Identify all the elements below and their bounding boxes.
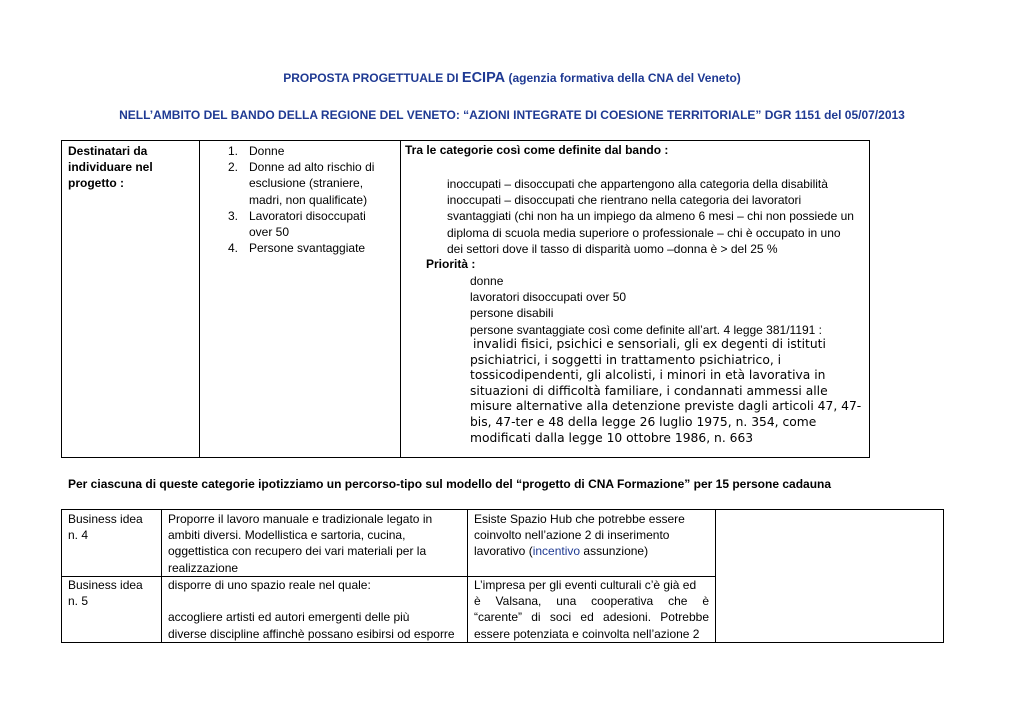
document-subtitle: NELL’AMBITO DEL BANDO DELLA REGIONE DEL VENETO: “AZIONI INTEGRATE DI COESIONE TERRITORIALE” DGR 1151 del 05/07/2013 [119, 108, 905, 122]
business-idea-label: Business idea n. 5 [68, 578, 143, 609]
list-item: 3. Lavoratori disoccupati over 50 [228, 208, 366, 240]
business-idea-description: disporre di uno spazio reale nel quale: accogliere artisti ed autori emergenti delle più diverse discipline affinchè possano esibirsi od esporre [168, 578, 455, 641]
business-idea-note: Esiste Spazio Hub che potrebbe essere coinvolto nell’azione 2 di inserimento lavorativo (incentivo assunzione) [474, 512, 685, 559]
recipients-label-cell [62, 141, 200, 457]
recipients-table [61, 140, 870, 458]
intro-paragraph: Per ciascuna di queste categorie ipotizziamo un percorso-tipo sul modello del “progetto di CNA Formazione” per 15 persone cadauna [68, 477, 832, 491]
categories-list: inoccupati – disoccupati che appartengono alla categoria della disabilità inoccupati – disoccupati che rientrano nella categoria dei lavoratori svantaggiati (chi non ha un impiego da almeno 6 mesi – chi non possiede un diploma di scuola media superiore o professionale – chi è occupato in uno dei settori dove il tasso di disparità uomo –donna è > del 25 % [447, 177, 854, 256]
recipients-numbered-list [222, 143, 387, 256]
priority-label: Priorità : [426, 257, 476, 271]
business-idea-label: Business idea n. 4 [68, 512, 143, 543]
priority-list: donne lavoratori disoccupati over 50 persone disabili persone svantaggiate così come definite all’art. 4 legge 381/1191 : [470, 274, 823, 337]
categories-cell [401, 141, 869, 457]
recipients-list-cell [200, 141, 401, 457]
categories-header: Tra le categorie così come definite dal bando : [405, 143, 669, 157]
business-idea-note: L’impresa per gli eventi culturali c’è già ed è Valsana, una cooperativa che è “carente” di soci ed adesioni. Potrebbe essere potenziata e coinvolta nell’azione 2 [474, 578, 709, 641]
list-item: 4. Persone svantaggiate [228, 241, 366, 256]
document-title: PROPOSTA PROGETTUALE DI ECIPA (agenzia formativa della CNA del Veneto) [283, 70, 741, 86]
business-ideas-table [61, 509, 944, 643]
legal-definition: invalidi fisici, psichici e sensoriali, gli ex degenti di istituti psichiatrici, i soggetti in trattamento psichiatrico, i tossicodipendenti, gli alcolisti, i minori in età lavorativa in situazioni di difficoltà familiare, i condannati ammessi alle misure alternative alla detenzione previste dagli articoli 47, 47- bis, 47-ter e 48 della legge 26 luglio 1975, n. 354, come modificati dalla legge 10 ottobre 1986, n. 663 [470, 337, 862, 445]
business-idea-description: Proporre il lavoro manuale e tradizionale legato in ambiti diversi. Modellistica e sartoria, cucina, oggettistica con recupero dei vari materiali per la realizzazione [168, 512, 433, 575]
ecipa-name: ECIPA [461, 70, 506, 86]
list-item: 2. Donne ad alto rischio di esclusione (straniere, madri, non qualificate) [228, 160, 375, 207]
incentive-word: incentivo [532, 544, 581, 559]
list-item: 1. Donne [228, 144, 285, 158]
recipients-label: Destinatari da individuare nel progetto : [68, 144, 153, 190]
